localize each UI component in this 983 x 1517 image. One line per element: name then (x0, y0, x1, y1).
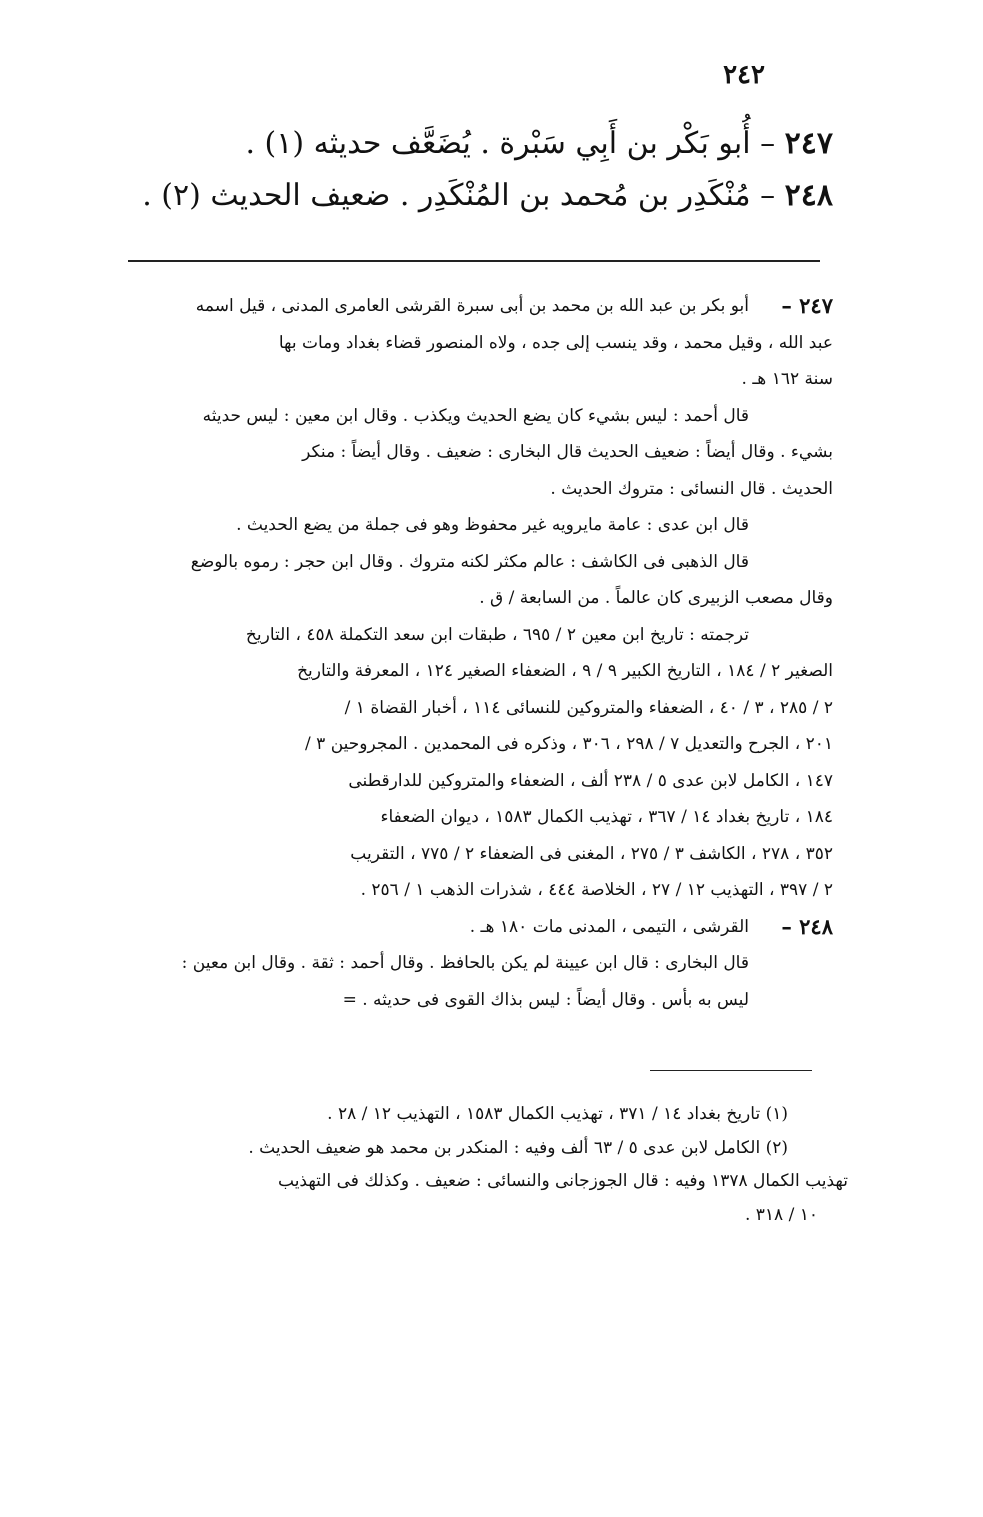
note-body (113, 909, 755, 946)
note-line: قال الذهبى فى الكاشف : عالم مكثر لكنه متروك . وقال ابن حجر : رموه بالوضع (190, 551, 749, 572)
footnotes (113, 1098, 848, 1232)
note-line: القرشى ، التيمى ، المدنى مات ١٨٠ هـ . (469, 916, 749, 937)
note-number: ٢٤٧ – (781, 293, 833, 318)
entry-number: ٢٤٧ (784, 126, 833, 161)
note-line: ١٨٤ ، تاريخ بغداد ١٤ / ٣٦٧ ، تهذيب الكمال ١٥٨٣ ، ديوان الضعفاء (380, 807, 833, 827)
note-number: ٢٤٨ – (781, 913, 833, 939)
entry-number: ٢٤٨ (784, 178, 833, 213)
main-entries (113, 118, 833, 222)
note-line: الصغير ٢ / ١٨٤ ، التاريخ الكبير ٩ / ٩ ، الضعفاء الصغير ١٢٤ ، المعرفة والتاريخ (297, 661, 833, 681)
note-line: ٢ / ٢٨٥ ، ٣ / ٤٠ ، الضعفاء والمتروكين للنسائى ١١٤ ، أخبار القضاة ١ / (344, 697, 833, 718)
note-line: قال أحمد : ليس بشيء كان يضع الحديث ويكذب . وقال ابن معين : ليس حديثه (202, 405, 749, 426)
footnote-divider (650, 1070, 812, 1071)
note-line: ترجمته : تاريخ ابن معين ٢ / ٦٩٥ ، طبقات ابن سعد التكملة ٤٥٨ ، التاريخ (245, 624, 749, 645)
footnote-2-continued: تهذيب الكمال ١٣٧٨ وفيه : قال الجوزجانى والنسائى : ضعيف . وكذلك فى التهذيب (278, 1171, 848, 1191)
entry-247 (113, 118, 833, 170)
note-247 (113, 288, 833, 325)
entry-text: – مُنْكَدِر بن مُحمد بن المُنْكَدِر . ضعيف الحديث (٢) . (142, 178, 776, 213)
note-line: قال البخارى : قال ابن عيينة لم يكن بالحافظ . وقال أحمد : ثقة . وقال ابن معين : (181, 953, 749, 973)
note-line: ٢٠١ ، الجرح والتعديل ٧ / ٢٩٨ ، ٣٠٦ ، وذكره فى المحمدين . المجروحين ٣ / (305, 734, 833, 754)
commentary-notes (113, 288, 833, 1018)
note-line: ٢ / ٣٩٧ ، التهذيب ١٢ / ٢٧ ، الخلاصة ٤٤٤ ، شذرات الذهب ١ / ٢٥٦ . (360, 880, 833, 900)
note-line: أبو بكر بن عبد الله بن محمد بن أبى سبرة القرشى العامرى المدنى ، قيل اسمه (195, 296, 749, 316)
footnote-2-continued: ١٠ / ٣١٨ . (744, 1204, 818, 1225)
note-line: قال ابن عدى : عامة مايرويه غير محفوظ وهو فى جملة من يضع الحديث . (236, 515, 749, 535)
note-line: ليس به بأس . وقال أيضاً : ليس بذاك القوى فى حديثه . = (342, 989, 749, 1010)
note-line: ١٤٧ ، الكامل لابن عدى ٥ / ٢٣٨ ألف ، الضعفاء والمتروكين للدارقطنى (348, 770, 833, 791)
note-line: عبد الله ، وقيل محمد ، وقد ينسب إلى جده ، ولاه المنصور قضاء بغداد ومات بها (278, 332, 833, 353)
page-number: ٢٤٢ (723, 60, 765, 90)
note-line: الحديث . قال النسائى : متروك الحديث . (550, 478, 833, 499)
entry-248 (113, 170, 833, 222)
note-248 (113, 909, 833, 946)
note-line: ٣٥٢ ، ٢٧٨ ، الكاشف ٣ / ٢٧٥ ، المغنى فى الضعفاء ٢ / ٧٧٥ ، التقريب (350, 843, 833, 864)
section-divider (128, 260, 820, 262)
note-body (113, 288, 755, 325)
footnote-2: (٢) الكامل لابن عدى ٥ / ٦٣ ألف وفيه : المنكدر بن محمد هو ضعيف الحديث . (248, 1137, 788, 1158)
note-line: وقال مصعب الزبيرى كان عالماً . من السابعة / ق . (479, 588, 833, 608)
footnote-1: (١) تاريخ بغداد ١٤ / ٣٧١ ، تهذيب الكمال ١٥٨٣ ، التهذيب ١٢ / ٢٨ . (327, 1104, 788, 1124)
entry-text: – أُبو بَكْر بن أَبِي سَبْرة . يُضَعَّف حديثه (١) . (245, 126, 776, 161)
note-line: سنة ١٦٢ هـ . (741, 369, 833, 389)
note-line: بشيء . وقال أيضاً : ضعيف الحديث قال البخارى : ضعيف . وقال أيضاً : منكر (302, 442, 833, 462)
